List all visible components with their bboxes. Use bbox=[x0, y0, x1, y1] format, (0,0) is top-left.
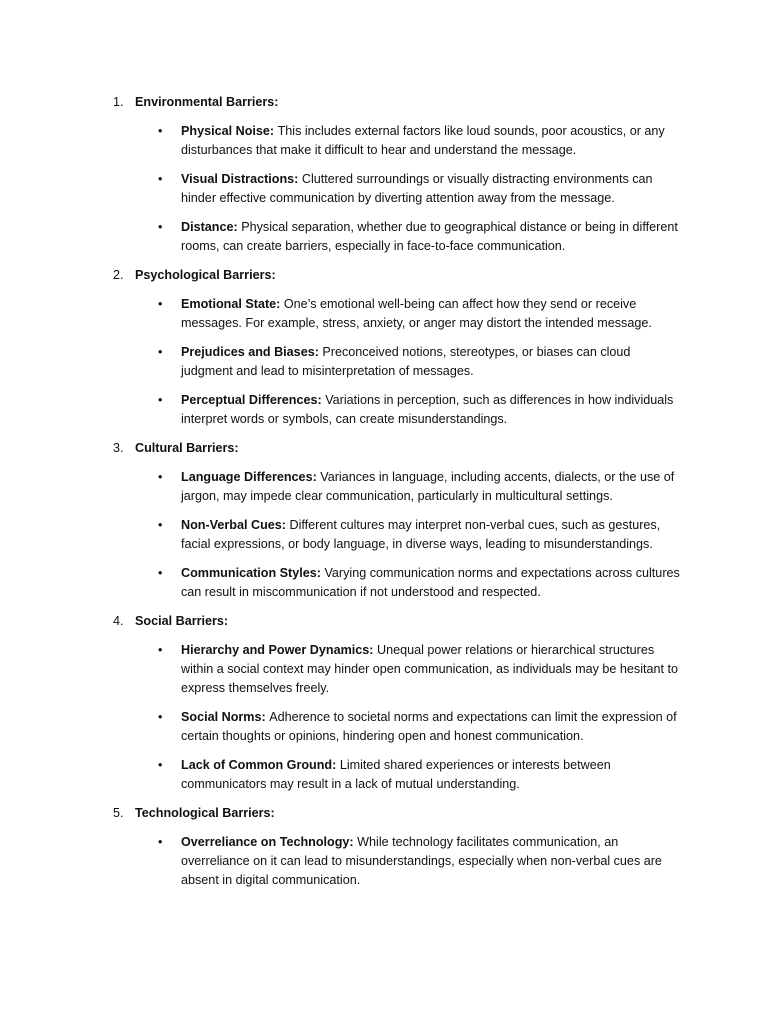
section-social-barriers bbox=[113, 612, 683, 794]
bullet-list bbox=[113, 295, 683, 429]
section-heading bbox=[113, 266, 683, 285]
bullet-icon: • bbox=[158, 710, 163, 724]
item-term: Communication Styles: bbox=[181, 566, 325, 580]
item-text: While technology facilitates communication, an overreliance on it can lead to misunderstandings, especially when non-verbal cues are absent in digital communication. bbox=[181, 835, 662, 887]
section-number: 5. bbox=[113, 806, 124, 820]
bullet-icon: • bbox=[158, 297, 163, 311]
section-title: Technological Barriers: bbox=[135, 806, 275, 820]
item-text: One’s emotional well-being can affect how they send or receive messages. For example, stress, anxiety, or anger may distort the intended message. bbox=[181, 297, 652, 330]
section-psychological-barriers bbox=[113, 266, 683, 429]
section-title: Social Barriers: bbox=[135, 614, 229, 628]
list-item bbox=[113, 564, 683, 602]
section-title: Environmental Barriers: bbox=[135, 95, 279, 109]
section-heading bbox=[113, 439, 683, 458]
item-text: Different cultures may interpret non-verbal cues, such as gestures, facial expressions, or body language, in diverse ways, leading to misunderstandings. bbox=[181, 518, 661, 551]
section-cultural-barriers bbox=[113, 439, 683, 602]
section-title: Cultural Barriers: bbox=[135, 441, 239, 455]
item-text: Adherence to societal norms and expectations can limit the expression of certain thoughts or opinions, hindering open and honest communication. bbox=[181, 710, 677, 743]
item-term: Physical Noise: bbox=[181, 124, 278, 138]
bullet-icon: • bbox=[158, 345, 163, 359]
bullet-icon: • bbox=[158, 835, 163, 849]
item-term: Social Norms: bbox=[181, 710, 270, 724]
list-item bbox=[113, 833, 683, 890]
list-item bbox=[113, 343, 683, 381]
section-heading bbox=[113, 93, 683, 112]
item-term: Perceptual Differences: bbox=[181, 393, 326, 407]
bullet-icon: • bbox=[158, 470, 163, 484]
list-item bbox=[113, 516, 683, 554]
list-item bbox=[113, 218, 683, 256]
list-item bbox=[113, 708, 683, 746]
item-text: This includes external factors like loud sounds, poor acoustics, or any disturbances that make it difficult to hear and understand the message. bbox=[181, 124, 665, 157]
item-text: Limited shared experiences or interests between communicators may result in a lack of mutual understanding. bbox=[181, 758, 611, 791]
item-text: Varying communication norms and expectations across cultures can result in miscommunication if not understood and respected. bbox=[181, 566, 680, 599]
bullet-icon: • bbox=[158, 518, 163, 532]
bullet-icon: • bbox=[158, 172, 163, 186]
item-text: Variations in perception, such as differences in how individuals interpret words or symbols, can create misunderstandings. bbox=[181, 393, 674, 426]
item-term: Distance: bbox=[181, 220, 242, 234]
item-term: Non-Verbal Cues: bbox=[181, 518, 290, 532]
section-number: 3. bbox=[113, 441, 124, 455]
section-heading bbox=[113, 612, 683, 631]
section-environmental-barriers bbox=[113, 93, 683, 256]
section-title: Psychological Barriers: bbox=[135, 268, 276, 282]
list-item bbox=[113, 391, 683, 429]
list-item bbox=[113, 170, 683, 208]
bullet-icon: • bbox=[158, 643, 163, 657]
list-item bbox=[113, 295, 683, 333]
item-term: Emotional State: bbox=[181, 297, 284, 311]
list-item bbox=[113, 641, 683, 698]
item-text: Cluttered surroundings or visually distracting environments can hinder effective communication by diverting attention away from the message. bbox=[181, 172, 653, 205]
item-term: Hierarchy and Power Dynamics: bbox=[181, 643, 377, 657]
item-term: Lack of Common Ground: bbox=[181, 758, 340, 772]
section-heading bbox=[113, 804, 683, 823]
section-number: 4. bbox=[113, 614, 124, 628]
bullet-list bbox=[113, 122, 683, 256]
list-item bbox=[113, 756, 683, 794]
item-term: Prejudices and Biases: bbox=[181, 345, 323, 359]
bullet-icon: • bbox=[158, 758, 163, 772]
document-content bbox=[113, 93, 683, 900]
section-technological-barriers bbox=[113, 804, 683, 890]
list-item bbox=[113, 468, 683, 506]
item-text: Variances in language, including accents, dialects, or the use of jargon, may impede clear communication, particularly in multicultural settings. bbox=[181, 470, 675, 503]
item-text: Physical separation, whether due to geographical distance or being in different rooms, can create barriers, especially in face-to-face communication. bbox=[181, 220, 678, 253]
bullet-icon: • bbox=[158, 220, 163, 234]
item-text: Unequal power relations or hierarchical structures within a social context may hinder open communication, as individuals may be hesitant to express themselves freely. bbox=[181, 643, 679, 695]
bullet-list bbox=[113, 641, 683, 794]
bullet-icon: • bbox=[158, 124, 163, 138]
section-number: 1. bbox=[113, 95, 124, 109]
item-term: Language Differences: bbox=[181, 470, 321, 484]
bullet-icon: • bbox=[158, 566, 163, 580]
list-item bbox=[113, 122, 683, 160]
bullet-icon: • bbox=[158, 393, 163, 407]
item-term: Visual Distractions: bbox=[181, 172, 302, 186]
bullet-list bbox=[113, 468, 683, 602]
item-term: Overreliance on Technology: bbox=[181, 835, 358, 849]
item-text: Preconceived notions, stereotypes, or biases can cloud judgment and lead to misinterpretation of messages. bbox=[181, 345, 631, 378]
section-number: 2. bbox=[113, 268, 124, 282]
bullet-list bbox=[113, 833, 683, 890]
